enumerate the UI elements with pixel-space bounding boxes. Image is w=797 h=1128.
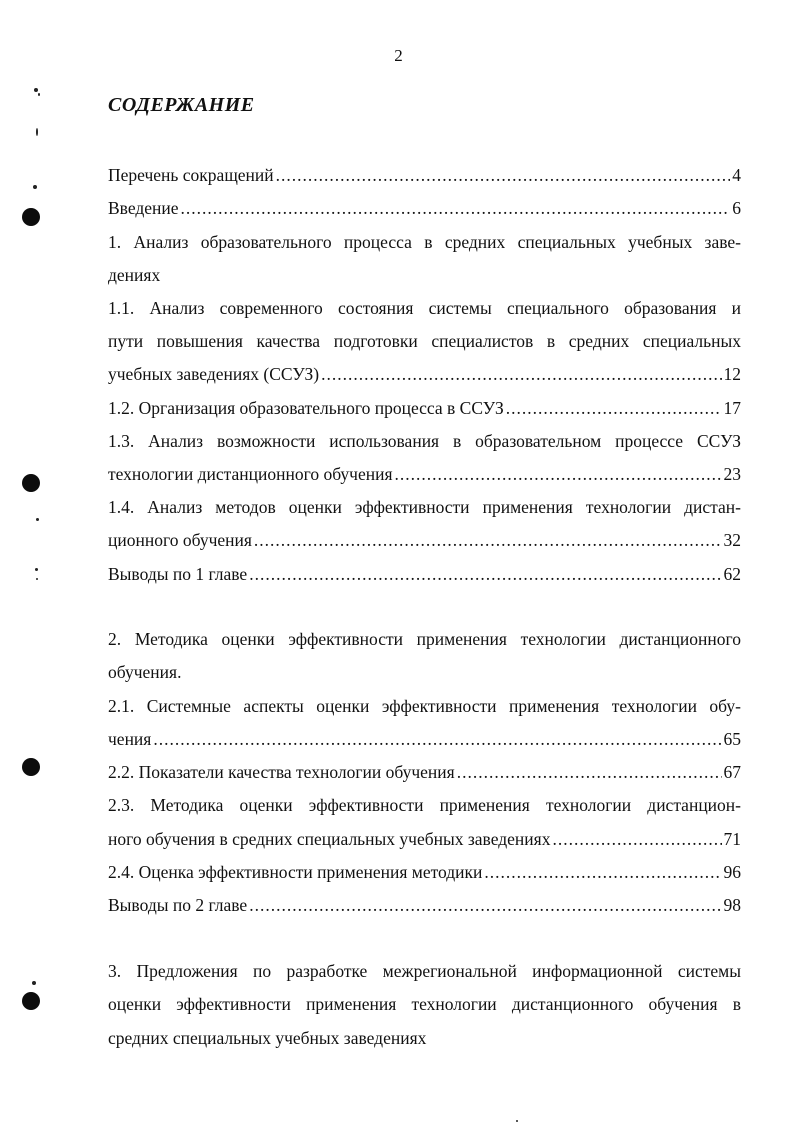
scan-speck — [33, 185, 37, 189]
toc-entry-text: 2.4. Оценка эффективности применения методики — [108, 862, 483, 882]
toc-entry — [108, 526, 741, 554]
toc-entry — [108, 360, 741, 388]
scan-speck — [35, 568, 38, 571]
scan-speck — [34, 88, 38, 92]
toc-entry: дениях — [108, 265, 161, 285]
dot-leader — [457, 758, 722, 786]
toc-entry — [108, 194, 741, 222]
toc-entry-text: Перечень сокращений — [108, 165, 274, 185]
dot-leader — [276, 161, 731, 189]
toc-entry-page: 67 — [723, 762, 741, 782]
toc-entry-text: Выводы по 2 главе — [108, 895, 248, 915]
toc-entry — [108, 394, 741, 422]
toc-entry — [108, 725, 741, 753]
toc-entry-text: 1.2. Организация образовательного процесса в ССУЗ — [108, 398, 504, 418]
toc-entry-text: 2.2. Показатели качества технологии обучения — [108, 762, 455, 782]
toc-entry: 1. Анализ образовательного процесса в средних специальных учебных заве- — [108, 232, 741, 252]
toc-entry — [108, 825, 741, 853]
scan-speck — [36, 128, 38, 136]
toc-entry: 1.1. Анализ современного состояния системы специального образования и — [108, 298, 741, 318]
scan-speck — [516, 1120, 518, 1122]
toc-entry: 1.4. Анализ методов оценки эффективности применения технологии дистан- — [108, 497, 741, 517]
toc-entry-text: ного обучения в средних специальных учебных заведениях — [108, 829, 551, 849]
dot-leader — [321, 360, 721, 388]
toc-entry: 2.1. Системные аспекты оценки эффективности применения технологии обу- — [108, 696, 741, 716]
toc-entry — [108, 758, 741, 786]
toc-entry-text: Выводы по 1 главе — [108, 564, 248, 584]
scan-speck — [32, 981, 36, 985]
dot-leader — [254, 526, 722, 554]
toc-entry-page: 62 — [723, 564, 741, 584]
toc-entry: 3. Предложения по разработке межрегиональной информационной системы — [108, 961, 741, 981]
toc-entry: 2.3. Методика оценки эффективности применения технологии дистанцион- — [108, 795, 741, 815]
page-number: 2 — [394, 46, 403, 65]
toc-entry — [108, 460, 741, 488]
toc-entry-page: 4 — [732, 165, 741, 185]
dot-leader — [249, 560, 721, 588]
toc-entry-page: 17 — [723, 398, 741, 418]
dot-leader — [181, 194, 731, 222]
toc-entry-text: Введение — [108, 198, 179, 218]
toc-entry — [108, 161, 741, 189]
toc-entry: оценки эффективности применения технологии дистанционного обучения в — [108, 994, 741, 1014]
toc-entry-text: технологии дистанционного обучения — [108, 464, 393, 484]
toc-entry-page: 32 — [723, 530, 741, 550]
toc-entry-page: 6 — [732, 198, 741, 218]
binder-hole — [22, 758, 40, 776]
toc-entry: пути повышения качества подготовки специалистов в средних специальных — [108, 331, 741, 351]
toc-entry: 1.3. Анализ возможности использования в образовательном процессе ССУЗ — [108, 431, 741, 451]
dot-leader — [484, 858, 721, 886]
toc-entry-page: 98 — [723, 895, 741, 915]
toc-entry-text: учебных заведениях (ССУЗ) — [108, 364, 320, 384]
binder-hole — [22, 208, 40, 226]
dot-leader — [249, 891, 721, 919]
dot-leader — [153, 725, 721, 753]
toc-entry: обучения. — [108, 662, 182, 682]
scan-speck — [38, 93, 40, 96]
page-title: СОДЕРЖАНИЕ — [108, 94, 255, 116]
toc-entry-text: ционного обучения — [108, 530, 252, 550]
toc-entry: средних специальных учебных заведениях — [108, 1028, 427, 1048]
scan-speck — [36, 518, 39, 521]
toc-entry — [108, 858, 741, 886]
toc-entry-page: 65 — [723, 729, 741, 749]
toc-entry-page: 71 — [723, 829, 741, 849]
toc-entry-text: чения — [108, 729, 152, 749]
dot-leader — [395, 460, 722, 488]
binder-hole — [22, 992, 40, 1010]
toc-entry — [108, 891, 741, 919]
toc-entry-page: 96 — [723, 862, 741, 882]
dot-leader — [552, 825, 721, 853]
toc-entry — [108, 560, 741, 588]
dot-leader — [506, 394, 722, 422]
toc-entry: 2. Методика оценки эффективности применения технологии дистанционного — [108, 629, 741, 649]
toc-entry-page: 12 — [723, 364, 741, 384]
scan-speck — [36, 578, 38, 580]
toc-entry-page: 23 — [723, 464, 741, 484]
binder-hole — [22, 474, 40, 492]
